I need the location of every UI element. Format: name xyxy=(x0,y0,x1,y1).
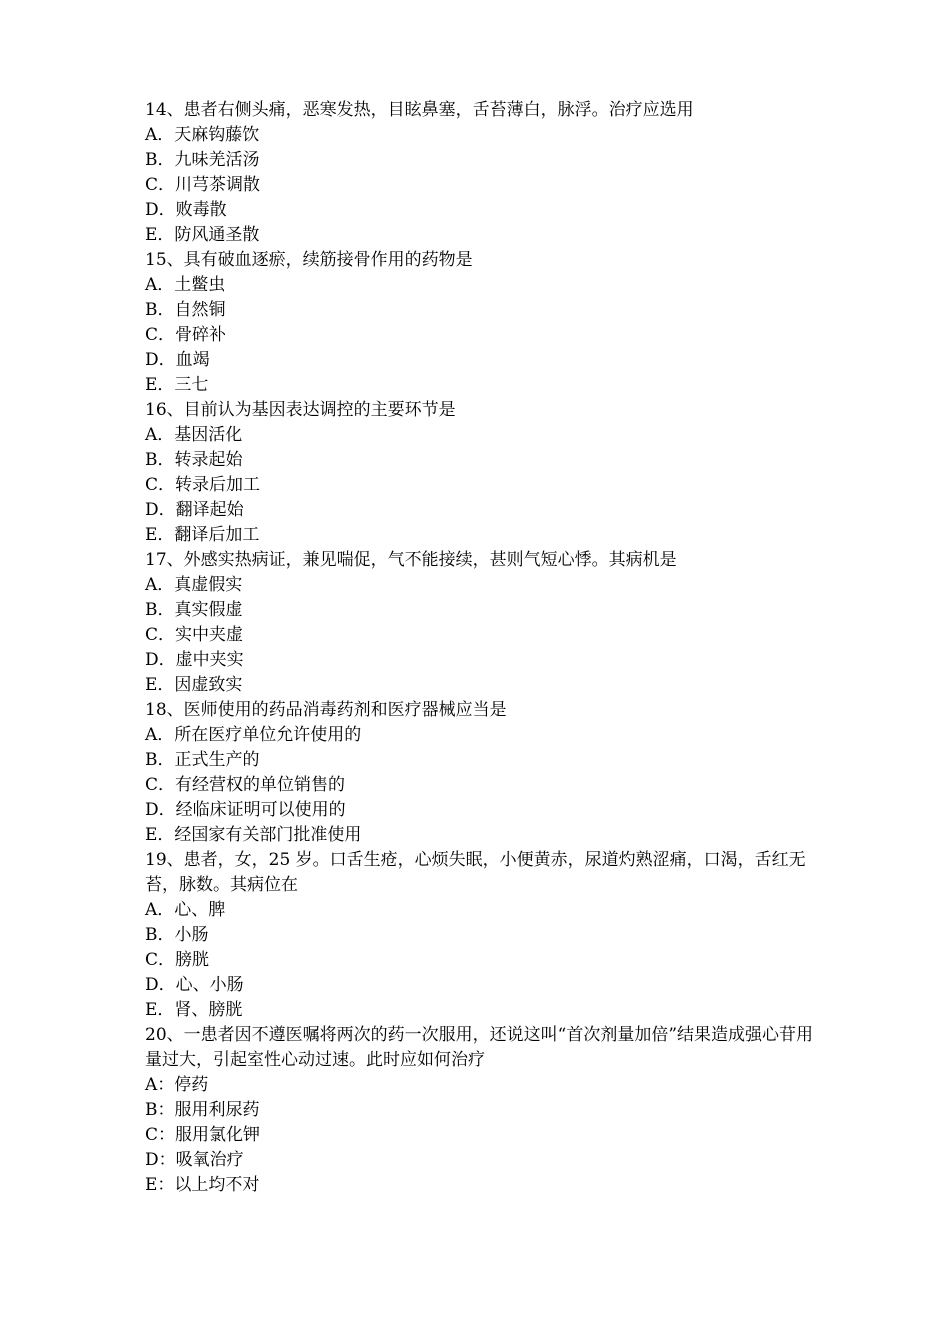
option-a: A．基因活化 xyxy=(145,425,243,445)
option-a: A．心、脾 xyxy=(145,900,226,920)
question-text: 18、医师使用的药品消毒药剂和医疗器械应当是 xyxy=(145,700,507,720)
option-c: C．川芎茶调散 xyxy=(145,175,261,195)
option-e: E．肾、膀胱 xyxy=(145,1000,243,1020)
document-page xyxy=(145,98,825,1198)
option-c: C：服用氯化钾 xyxy=(145,1125,261,1145)
option-e: E：以上均不对 xyxy=(145,1175,260,1195)
option-d: D．心、小肠 xyxy=(145,975,244,995)
question-20 xyxy=(145,1023,825,1198)
question-14 xyxy=(145,98,825,248)
option-b: B．真实假虚 xyxy=(145,600,243,620)
option-e: E．经国家有关部门批准使用 xyxy=(145,825,362,845)
option-c: C．转录后加工 xyxy=(145,475,261,495)
option-c: C．膀胱 xyxy=(145,950,210,970)
option-d: D．虚中夹实 xyxy=(145,650,244,670)
option-e: E．翻译后加工 xyxy=(145,525,260,545)
option-d: D．经临床证明可以使用的 xyxy=(145,800,346,820)
option-b: B．小肠 xyxy=(145,925,209,945)
question-text: 14、患者右侧头痛，恶寒发热，目眩鼻塞，舌苔薄白，脉浮。治疗应选用 xyxy=(145,100,694,120)
question-16 xyxy=(145,398,825,548)
option-d: D．翻译起始 xyxy=(145,500,244,520)
option-c: C．骨碎补 xyxy=(145,325,227,345)
option-e: E．三七 xyxy=(145,375,209,395)
option-a: A．天麻钩藤饮 xyxy=(145,125,260,145)
option-b: B：服用利尿药 xyxy=(145,1100,260,1120)
option-a: A：停药 xyxy=(145,1075,209,1095)
option-a: A．土鳖虫 xyxy=(145,275,226,295)
question-text: 16、目前认为基因表达调控的主要环节是 xyxy=(145,400,456,420)
question-15 xyxy=(145,248,825,398)
option-b: B．正式生产的 xyxy=(145,750,260,770)
option-b: B．转录起始 xyxy=(145,450,243,470)
option-a: A．所在医疗单位允许使用的 xyxy=(145,725,362,745)
option-c: C．实中夹虚 xyxy=(145,625,244,645)
option-d: D．败毒散 xyxy=(145,200,227,220)
question-18 xyxy=(145,698,825,848)
question-text: 20、一患者因不遵医嘱将两次的药一次服用，还说这叫“首次剂量加倍”结果造成强心苷用量过大，引起室性心动过速。此时应如何治疗 xyxy=(145,1025,814,1070)
option-b: B．九味羌活汤 xyxy=(145,150,260,170)
option-d: D：吸氧治疗 xyxy=(145,1150,244,1170)
option-a: A．真虚假实 xyxy=(145,575,243,595)
option-d: D．血竭 xyxy=(145,350,210,370)
question-19 xyxy=(145,848,825,1023)
question-text: 17、外感实热病证，兼见喘促，气不能接续，甚则气短心悸。其病机是 xyxy=(145,550,677,570)
option-c: C．有经营权的单位销售的 xyxy=(145,775,346,795)
option-e: E．因虚致实 xyxy=(145,675,243,695)
option-b: B．自然铜 xyxy=(145,300,226,320)
question-text: 19、患者，女，25 岁。口舌生疮，心烦失眠，小便黄赤，尿道灼熟涩痛，口渴，舌红无苔，脉数。其病位在 xyxy=(145,850,806,895)
question-text: 15、具有破血逐瘀，续筋接骨作用的药物是 xyxy=(145,250,473,270)
option-e: E．防风通圣散 xyxy=(145,225,260,245)
question-17 xyxy=(145,548,825,698)
